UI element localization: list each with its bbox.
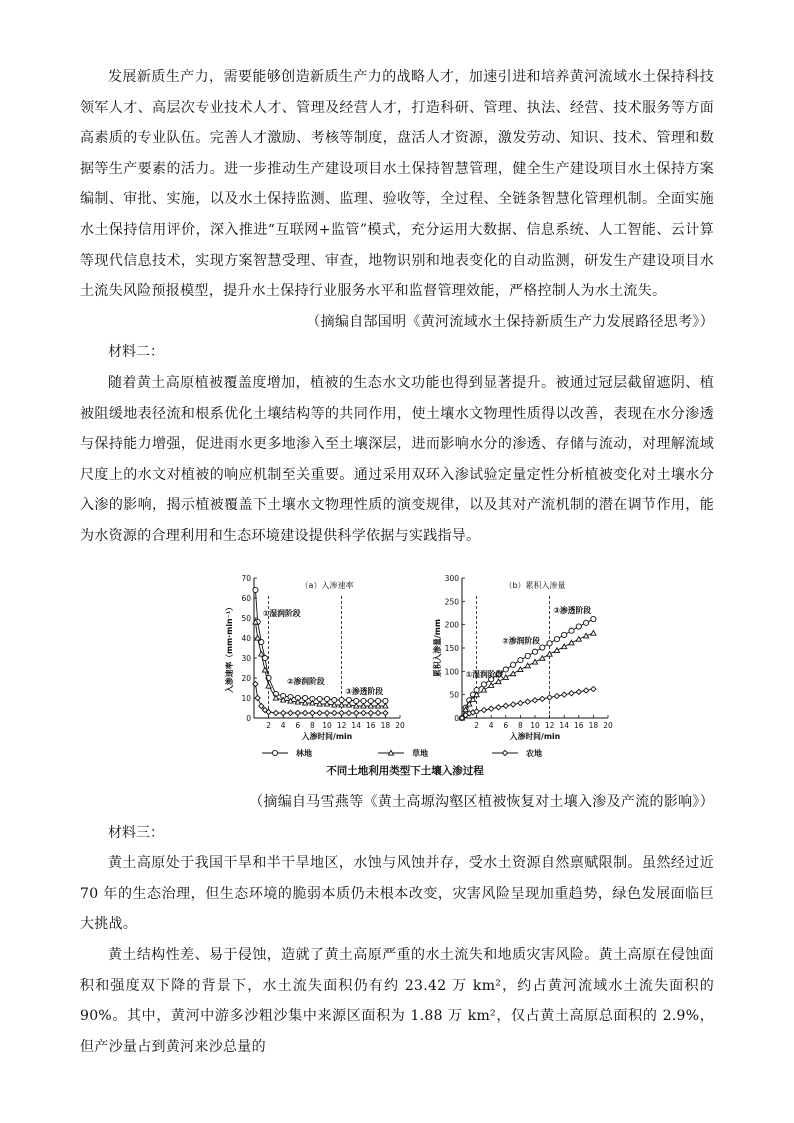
chart-b-data-point <box>481 682 486 687</box>
chart-a-y-tick-label: 60 <box>241 594 251 603</box>
chart-b-data-point <box>576 689 581 694</box>
chart-b-x-tick-label: 20 <box>603 721 613 730</box>
legend-label-grass: 草地 <box>412 749 428 758</box>
chart-b-data-point <box>569 691 574 696</box>
chart-b-x-tick-label: 8 <box>518 721 523 730</box>
chart-b-y-axis-label: 累积入渗量/mm <box>433 618 442 678</box>
chart-b-data-point <box>511 671 516 676</box>
legend-label-forest: 林地 <box>296 749 312 758</box>
chart-b-data-point <box>569 640 574 645</box>
chart-a-data-point <box>310 710 315 715</box>
paragraph-1: 发展新质生产力，需要能够创造新质生产力的战略人才，加速引进和培养黄河流域水土保持科技领军人才、高层次专业技术人才、管理及经营人才，打造科研、管理、执法、经营、技术服务等方面高素质的专业队伍。完善人才激励、考核等制度，盘活人才资源，激发劳动、知识、技术、管理和数据等生产要素的活力。进一步推动生产建设项目水土保持智慧管理，健全生产建设项目水土保持方案编制、审批、实施，以及水土保持监测、监理、验收等，全过程、全链条智慧化管理机制。全面实施水土保持信用评价，深入推进“互联网+监管”模式，充分运用大数据、信息系统、人工智能、云计算等现代信息技术，实现方案智慧受理、审查，地物识别和地表变化的自动监测，研发生产建设项目水土流失风险预报模型，提升水土保持行业服务水平和监督管理效能，严格控制人为水土流失。 <box>80 69 714 300</box>
chart-b-data-point <box>576 624 581 629</box>
chart-a-y-tick-label: 40 <box>241 634 251 643</box>
chart-a-x-tick-label: 2 <box>266 721 271 730</box>
chart-a-y-tick-label: 0 <box>246 714 251 723</box>
chart-a-data-point <box>368 710 373 715</box>
chart-b-x-tick-label: 16 <box>574 721 584 730</box>
chart-a-data-point <box>273 710 278 715</box>
chart-b-data-point <box>554 648 559 653</box>
chart-b-x-tick-label: 4 <box>488 721 494 730</box>
chart-a-x-tick-label: 16 <box>366 721 376 730</box>
chart-a-data-point <box>339 710 344 715</box>
chart-a-data-point <box>255 695 260 700</box>
chart-b-data-point <box>481 707 486 712</box>
chart-a-x-tick-label: 8 <box>310 721 315 730</box>
chart-b-data-point <box>489 683 494 688</box>
chart-a-y-tick-label: 20 <box>241 674 251 683</box>
chart-b-y-tick-label: 200 <box>444 620 459 630</box>
chart-b-data-point <box>489 706 494 711</box>
chart-a-data-point <box>288 710 293 715</box>
chart-b-data-point <box>518 700 523 705</box>
chart-a-x-tick-label: 12 <box>336 721 347 730</box>
chart-a-x-tick-label: 14 <box>351 721 361 730</box>
chart-b-data-point <box>591 616 596 621</box>
chart-b-x-tick-label: 18 <box>588 721 599 730</box>
chart-b-data-point <box>554 693 559 698</box>
chart-b-stage-annotation: ②渗润阶段 <box>502 636 540 646</box>
chart-b-stage-annotation: ①湿润阶段 <box>465 669 504 679</box>
chart-b-data-point <box>540 696 545 701</box>
chart-b-data-point <box>503 667 508 672</box>
paragraph-3: 黄土高原处于我国干旱和半干旱地区，水蚀与风蚀并存，受水土资源自然禀赋限制。虽然经过近 70 年的生态治理，但生态环境的脆弱本质仍未根本改变，灾害风险呈现加重趋势，绿色发展面临巨大挑战。 <box>80 855 714 933</box>
chart-b-data-point <box>525 699 530 704</box>
chart-a-y-tick-label: 50 <box>241 614 251 623</box>
chart-a-data-point <box>361 710 366 715</box>
chart-b-data-point <box>518 667 523 672</box>
chart-b-x-tick-label: 2 <box>474 721 479 730</box>
chart-b-data-point <box>569 628 574 633</box>
chart-a-data-point <box>281 710 286 715</box>
chart-a-y-axis-label: 入渗速率（mm·min⁻¹） <box>225 603 234 693</box>
chart-b-y-tick-label: 150 <box>444 644 459 653</box>
chart-a-stage-annotation: ②渗润阶段 <box>286 677 325 686</box>
chart-b-data-point <box>547 651 552 656</box>
figure-legend <box>262 748 542 758</box>
chart-b-x-tick-label: 12 <box>544 721 555 730</box>
chart-b-y-tick-label: 250 <box>444 597 459 607</box>
chart-b-data-point <box>547 695 552 700</box>
chart-b-data-point <box>525 653 530 658</box>
chart-a-data-point <box>317 710 322 715</box>
chart-b-data-point <box>562 692 567 697</box>
chart-a-y-tick-label: 30 <box>241 654 251 663</box>
chart-b-data-point <box>576 637 581 642</box>
chart-b-data-point <box>591 630 596 635</box>
figure-svg <box>220 568 640 780</box>
chart-a-data-point <box>346 710 351 715</box>
chart-a-x-axis-label: 入渗时间/min <box>301 732 353 741</box>
material-3-label: 材料三： <box>108 824 164 841</box>
chart-b-data-point <box>584 620 589 625</box>
chart-b-data-point <box>562 644 567 649</box>
chart-b-stage-annotation: ③渗透阶段 <box>553 606 592 615</box>
chart-a-x-tick-label: 6 <box>295 721 301 730</box>
chart-b-data-point <box>525 663 530 668</box>
chart-a-data-point <box>253 587 258 592</box>
chart-b-data-point <box>540 645 545 650</box>
chart-b-data-point <box>591 686 596 691</box>
chart-a-data-point <box>266 683 271 688</box>
chart-a-data-point <box>376 710 381 715</box>
chart-b-x-tick-label: 10 <box>530 721 540 730</box>
paragraph-2: 随着黄土高原植被覆盖度增加，植被的生态水文功能也得到显著提升。被通过冠层截留遮阴、植被阻缓地表径流和根系优化土壤结构等的共同作用，使土壤水文物理性质得以改善，表现在水分渗透与保持能力增强，促进雨水更多地渗入至土壤深层，进而影响水分的渗透、存储与流动，对理解流域尺度上的水文对植被的响应机制至关重要。通过采用双环入渗试验定量定性分析植被变化对土壤水分入渗的影响，揭示植被覆盖下土壤水文物理性质的演变规律，以及其对产流机制的潜在调节作用，能为水资源的合理利用和生态环境建设提供科学依据与实践指导。 <box>80 374 714 544</box>
chart-a-x-tick-label: 4 <box>280 721 286 730</box>
chart-b-data-point <box>547 641 552 646</box>
chart-a-stage-annotation: ③渗透阶段 <box>345 687 384 696</box>
chart-a-title: （a）入渗速率 <box>300 581 354 590</box>
chart-a-x-tick-label: 18 <box>380 721 391 730</box>
material-2-label: 材料二： <box>108 344 164 361</box>
chart-b-title: （b）累积入渗量 <box>504 581 566 590</box>
figure-caption: 不同土地利用类型下土壤入渗过程 <box>326 765 484 777</box>
chart-b-y-tick-label: 0 <box>454 714 459 723</box>
chart-a-data-point <box>354 710 359 715</box>
legend-marker-farm <box>502 750 507 755</box>
chart-a-data-point <box>332 710 337 715</box>
infiltration-figure <box>220 568 640 780</box>
chart-b-data-point <box>562 632 567 637</box>
chart-b-data-point <box>496 705 501 710</box>
citation-1: （摘编自郜国明《黄河流域水土保持新质生产力发展路径思考》） <box>306 313 714 330</box>
chart-a-x-tick-label: 10 <box>322 721 332 730</box>
chart-b-data-point <box>511 702 516 707</box>
chart-cumulative-infiltration <box>432 574 613 741</box>
chart-b-data-point <box>503 675 508 680</box>
chart-b-data-point <box>532 659 537 664</box>
chart-infiltration-rate <box>224 574 405 741</box>
chart-a-data-point <box>303 710 308 715</box>
legend-marker-forest <box>272 750 277 755</box>
chart-a-x-tick-label: 20 <box>395 721 405 730</box>
chart-b-data-point <box>518 658 523 663</box>
chart-b-data-point <box>511 662 516 667</box>
chart-a-data-point <box>259 651 264 656</box>
chart-b-y-tick-label: 50 <box>449 690 459 700</box>
chart-b-data-point <box>532 649 537 654</box>
material1-section <box>80 62 714 552</box>
chart-b-data-point <box>532 698 537 703</box>
legend-label-farm: 农地 <box>526 749 542 758</box>
chart-a-data-point <box>383 710 388 715</box>
chart-b-x-tick-label: 14 <box>559 721 569 730</box>
chart-b-data-point <box>481 687 486 692</box>
chart-a-y-tick-label: 10 <box>241 694 251 703</box>
chart-b-data-point <box>496 679 501 684</box>
citation-2: （摘编自马雪燕等《黄土高塬沟壑区植被恢复对土壤入渗及产流的影响》） <box>249 794 714 810</box>
paragraph-4: 黄土结构性差、易于侵蚀，造就了黄土高原严重的水土流失和地质灾害风险。黄土高原在侵蚀面积和强度双下降的背景下，水土流失面积仍有约 23.42 万 km²，约占黄河流域水土流失面积的 90%。其中，黄河中游多沙粗沙集中来源区面积为 1.88 万 km²，仅占黄土高原总面积的 2.9%，但产沙量占到黄河来沙总量的 <box>80 946 714 1055</box>
chart-b-y-tick-label: 100 <box>444 667 459 677</box>
chart-b-x-axis-label: 入渗时间/min <box>509 732 561 741</box>
material3-section <box>80 787 714 1062</box>
chart-a-y-tick-label: 70 <box>241 574 251 583</box>
chart-b-data-point <box>584 688 589 693</box>
chart-b-data-point <box>503 703 508 708</box>
chart-a-data-point <box>295 710 300 715</box>
chart-b-data-point <box>540 656 545 661</box>
chart-b-data-point <box>554 637 559 642</box>
chart-a-data-point <box>324 710 329 715</box>
chart-a-stage-annotation: ①湿润阶段 <box>262 609 301 618</box>
chart-b-y-tick-label: 300 <box>444 574 459 583</box>
chart-b-x-tick-label: 6 <box>503 721 509 730</box>
